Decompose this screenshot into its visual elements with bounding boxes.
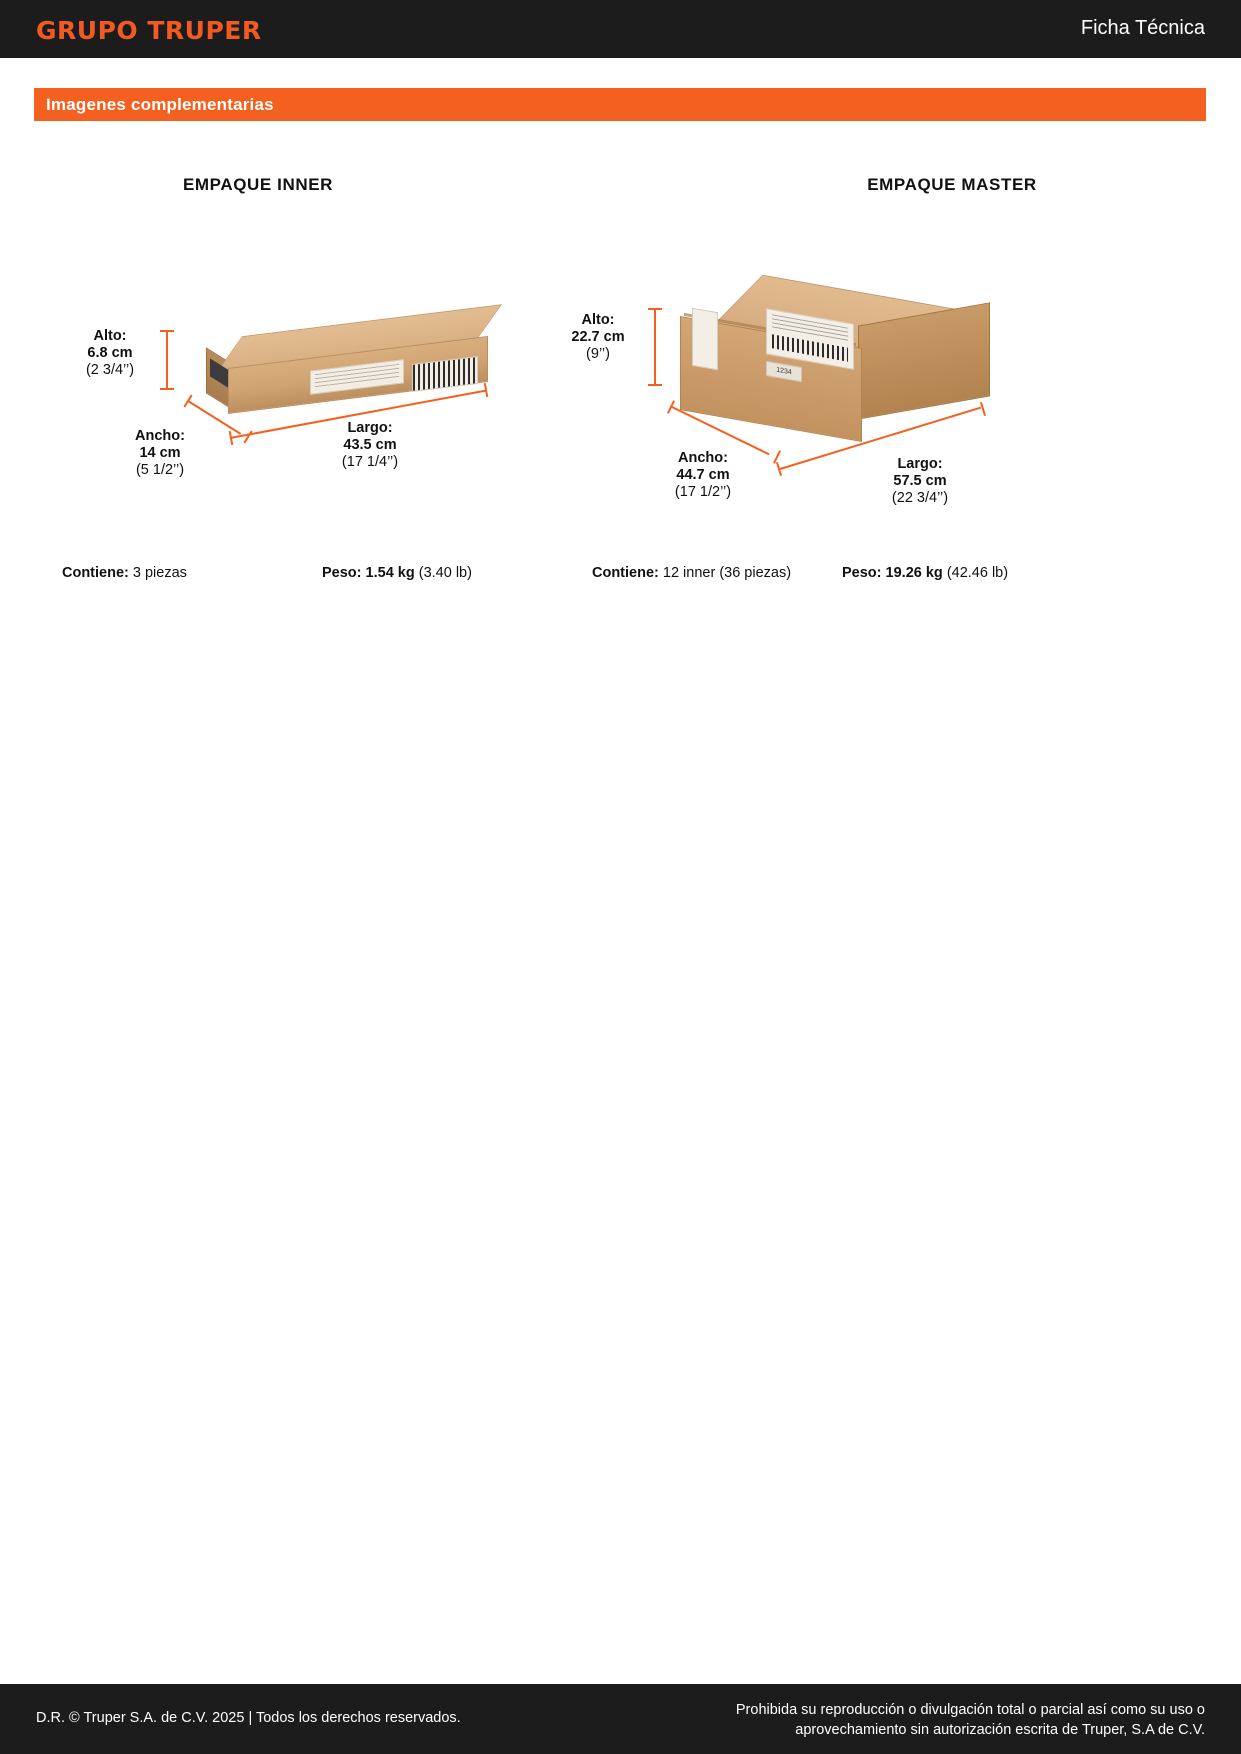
master-ancho-text <box>638 450 768 501</box>
inner-alto-cap-bottom <box>160 388 174 390</box>
master-ancho-label: Ancho: <box>678 450 728 466</box>
brand-truper-text: TRUPER <box>147 16 262 45</box>
inner-alto-measure-line <box>166 330 168 390</box>
master-peso-label: Peso: <box>842 565 882 581</box>
master-peso-lb: (42.46 lb) <box>946 565 1009 581</box>
master-peso-value: 19.26 kg <box>885 565 943 581</box>
master-largo-value: 57.5 cm <box>893 473 947 489</box>
inner-alto-cap-top <box>160 330 174 332</box>
master-ancho-value: 44.7 cm <box>676 467 730 483</box>
section-title: Imagenes complementarias <box>46 95 274 114</box>
inner-peso-value: 1.54 kg <box>365 565 415 581</box>
brand-logo <box>36 16 262 45</box>
master-alto-label: Alto: <box>581 312 615 328</box>
master-alto-text <box>546 312 650 363</box>
master-contiene-line <box>592 565 791 581</box>
master-largo-text <box>852 456 988 507</box>
inner-alto-label: Alto: <box>93 328 127 344</box>
inner-largo-label: Largo: <box>347 420 393 436</box>
inner-alto-inches: (2 3/4’’) <box>85 362 135 378</box>
master-box-code-tag: 1234 <box>766 361 802 382</box>
inner-box-illustration <box>200 310 500 430</box>
inner-peso-lb: (3.40 lb) <box>418 565 472 581</box>
inner-largo-text <box>305 420 435 471</box>
master-box-illustration <box>670 280 1010 460</box>
master-peso-line <box>842 565 1008 581</box>
inner-contiene-label: Contiene: <box>62 565 129 581</box>
master-contiene-label: Contiene: <box>592 565 659 581</box>
footer-copyright: D.R. © Truper S.A. de C.V. 2025 | Todos los derechos reservados. <box>36 1710 461 1726</box>
inner-ancho-label: Ancho: <box>135 428 185 444</box>
section-header-complementary-images <box>34 88 1206 121</box>
master-largo-inches: (22 3/4’’) <box>891 490 949 506</box>
inner-largo-inches: (17 1/4’’) <box>341 454 399 470</box>
master-ancho-inches: (17 1/2’’) <box>674 484 732 500</box>
footer-legal <box>685 1700 1205 1740</box>
inner-alto-value: 6.8 cm <box>87 345 133 361</box>
master-box-side-label <box>692 308 718 371</box>
page-footer <box>0 1684 1241 1754</box>
inner-contiene-line <box>62 565 187 581</box>
inner-peso-line <box>322 565 472 581</box>
header-title: Ficha Técnica <box>1080 17 1205 39</box>
package-title-master: EMPAQUE MASTER <box>867 175 1037 194</box>
inner-ancho-value: 14 cm <box>139 445 181 461</box>
page-header <box>0 0 1241 58</box>
inner-contiene-value: 3 piezas <box>132 565 187 581</box>
master-contiene-value: 12 inner (36 piezas) <box>662 565 792 581</box>
master-alto-value: 22.7 cm <box>571 329 625 345</box>
inner-largo-value: 43.5 cm <box>343 437 397 453</box>
package-title-inner: EMPAQUE INNER <box>182 175 334 194</box>
inner-peso-label: Peso: <box>322 565 362 581</box>
brand-grupo-text: GRUPO <box>36 16 139 45</box>
inner-ancho-inches: (5 1/2’’) <box>135 462 185 478</box>
master-alto-cap-top <box>648 308 662 310</box>
footer-legal-line-2: aprovechamiento sin autorización escrita de Truper, S.A de C.V. <box>795 1722 1205 1738</box>
inner-ancho-text <box>100 428 220 479</box>
inner-alto-text <box>60 328 160 379</box>
footer-legal-line-1: Prohibida su reproducción o divulgación total o parcial así como su uso o <box>735 1702 1205 1718</box>
master-alto-cap-bottom <box>648 384 662 386</box>
master-alto-inches: (9’’) <box>586 346 610 362</box>
master-largo-label: Largo: <box>897 456 943 472</box>
master-alto-measure-line <box>654 308 656 386</box>
